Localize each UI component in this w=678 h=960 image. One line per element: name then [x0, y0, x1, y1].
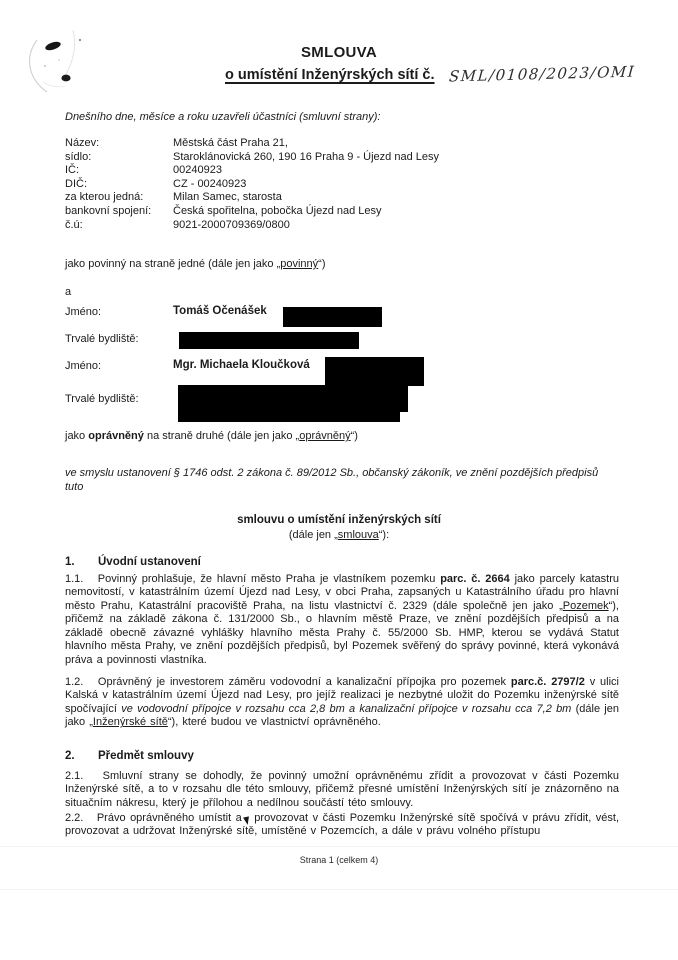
agreement-subtitle	[0, 529, 678, 541]
parcel-number-bold: parc.č. 2797/2	[510, 676, 585, 688]
intro-line: Dnešního dne, měsíce a roku uzavřeli účastníci (smluvní strany):	[65, 111, 381, 123]
detail-row-banka	[65, 205, 439, 219]
agreement-sub-text: “):	[378, 529, 390, 541]
redaction-box-3	[325, 357, 424, 386]
jmeno2-label: Jméno:	[65, 360, 102, 372]
section2-number: 2.	[65, 750, 75, 762]
paragraph-text: 1.2. Oprávněný je investorem záměru vodovodní a kanalizační přípojka pro pozemek	[65, 676, 511, 688]
paragraph-text: “), které budou ve vlastnictví oprávněného.	[167, 716, 381, 729]
detail-label: za kterou jedná:	[65, 191, 144, 204]
defined-term-underlined: Pozemek	[562, 599, 609, 612]
detail-row-jedna	[65, 191, 439, 205]
section1-heading	[65, 556, 201, 568]
handwritten-contract-number: SML/0108/2023/OMI	[447, 62, 636, 86]
role-term-underlined: oprávněný	[299, 430, 351, 442]
redaction-box-1	[283, 307, 382, 327]
detail-label: sídlo:	[65, 150, 92, 163]
detail-value: Česká spořitelna, pobočka Újezd nad Lesy	[173, 204, 382, 217]
detail-value: 00240923	[173, 164, 222, 177]
detail-label: Název:	[65, 137, 100, 149]
and-separator: a	[65, 286, 72, 298]
role-text: “)	[318, 258, 326, 270]
section1-number: 1.	[65, 556, 75, 568]
detail-label: DIČ:	[65, 177, 87, 190]
povinny-role-line	[65, 258, 326, 270]
detail-row-nazev	[65, 137, 439, 151]
agreement-term-underlined: smlouva	[337, 529, 379, 541]
paragraph-text: 1.1. Povinný prohlašuje, že hlavní město Praha je vlastníkem pozemku	[65, 573, 441, 585]
paragraph-text: jako parcely katastru nemovitostí, v katastrálním území Újezd nad Lesy, v obci Praha, zapsaných u Katastrálního úřadu pro hlavní město Prahu, Katastrální pracoviště Praha, na listu vlastnictví č. 2329 (dále společně jen jako „	[65, 573, 619, 612]
paragraph-2-1: 2.1. Smluvní strany se dohodly, že povinný umožní oprávněnému zřídit a provozovat v části Pozemku Inženýrské sítě, a to v rozsahu dle této smlouvy, přičemž přesné umístění Inženýrských sítí je znázorněno na situačním nákresu, který je přílohou a nedílnou součástí této smlouvy.	[65, 770, 619, 809]
detail-label: IČ:	[65, 164, 80, 177]
redaction-box-4b	[178, 412, 400, 422]
section1-title: Úvodní ustanovení	[98, 556, 201, 568]
law-reference-line: ve smyslu ustanovení § 1746 odst. 2 zákona č. 89/2012 Sb., občanský zákoník, ve znění pozdějších předpisů tuto	[65, 467, 599, 493]
person2-name: Mgr. Michaela Kloučková	[173, 359, 310, 371]
section2-heading	[65, 750, 194, 762]
paragraph-text: “), přičemž na základě zákona č. 131/2000 Sb., o hlavním městě Praze, ve znění pozdějších předpisů a na základě obecně závazné vyhlášky hlavního města Prahy č. 55/2000 Sb. HMP, kterou se vydává Statut hlavního města Prahy, ve znění pozdějších předpisů, byl Pozemek svěřený do správy povinné, která vykonává práva a povinnosti vlastníka.	[65, 599, 619, 666]
role-text: na straně druhé (dále jen jako „	[143, 430, 300, 442]
person1-name: Tomáš Očenášek	[173, 305, 267, 317]
scan-streak	[0, 846, 678, 847]
party1-details	[65, 137, 439, 232]
detail-value: CZ - 00240923	[173, 177, 247, 190]
detail-row-ucet	[65, 219, 439, 233]
role-term-bold: oprávněný	[88, 430, 144, 442]
agreement-sub-text: (dále jen „	[288, 529, 338, 541]
paragraph-text: provozovat v části Pozemku Inženýrské sítě spočívá v právu zřídit, vést, provozovat a udržovat Inženýrské sítě, umístěné v Pozemcích, a dále v právu volného přístupu	[65, 812, 619, 838]
role-term-underlined: povinný	[280, 258, 319, 270]
document-subtitle: o umístění Inženýrských sítí č.	[225, 67, 435, 83]
detail-label: bankovní spojení:	[65, 204, 152, 217]
agreement-title: smlouvu o umístění inženýrských sítí	[237, 514, 441, 526]
document-subtitle-line	[225, 62, 636, 86]
detail-value: Staroklánovická 260, 190 16 Praha 9 - Újezd nad Lesy	[173, 150, 439, 163]
bydliste2-label: Trvalé bydliště:	[65, 393, 139, 405]
detail-row-dic	[65, 178, 439, 192]
role-text: jako	[65, 430, 89, 442]
defined-term-underlined: Inženýrské sítě	[92, 716, 168, 729]
jmeno1-label: Jméno:	[65, 306, 102, 318]
scope-text-italic: ve vodovodní přípojce v rozsahu cca 2,8 bm a kanalizační přípojce v rozsahu cca 7,2 bm	[121, 702, 572, 715]
parcel-number-bold: parc. č. 2664	[440, 573, 510, 585]
handwritten-insertion-mark-icon	[243, 816, 251, 825]
page-number-footer: Strana 1 (celkem 4)	[299, 855, 379, 865]
opravneny-role-line	[65, 430, 358, 442]
paragraph-2-2	[65, 812, 619, 839]
redaction-box-2	[179, 332, 359, 349]
detail-row-sidlo	[65, 151, 439, 165]
paragraph-1-2	[65, 676, 619, 730]
detail-value: 9021-2000709369/0800	[173, 218, 290, 231]
detail-value: Městská část Praha 21,	[173, 137, 288, 149]
paragraph-text: v ulici Kalská v katastrálním území Újezd nad Lesy, pro jejíž realizaci je nezbytné uložit do Pozemku inženýrské sítě spočívající	[65, 676, 619, 715]
role-text: “)	[350, 430, 358, 442]
redaction-box-4	[178, 385, 408, 412]
detail-label: č.ú:	[65, 218, 83, 231]
scan-streak	[0, 889, 678, 890]
paragraph-text: 2.2. Právo oprávněného umístit a	[65, 812, 242, 824]
bydliste1-label: Trvalé bydliště:	[65, 333, 139, 345]
role-text: jako povinný na straně jedné (dále jen jako „	[65, 258, 281, 270]
paragraph-text: (dále jen jako „	[65, 702, 619, 729]
detail-row-ic	[65, 164, 439, 178]
pencil-scribble-icon	[15, 22, 115, 102]
section2-title: Předmět smlouvy	[98, 750, 194, 762]
paragraph-1-1	[65, 573, 619, 667]
document-title: SMLOUVA	[301, 44, 377, 61]
detail-value: Milan Samec, starosta	[173, 191, 282, 204]
